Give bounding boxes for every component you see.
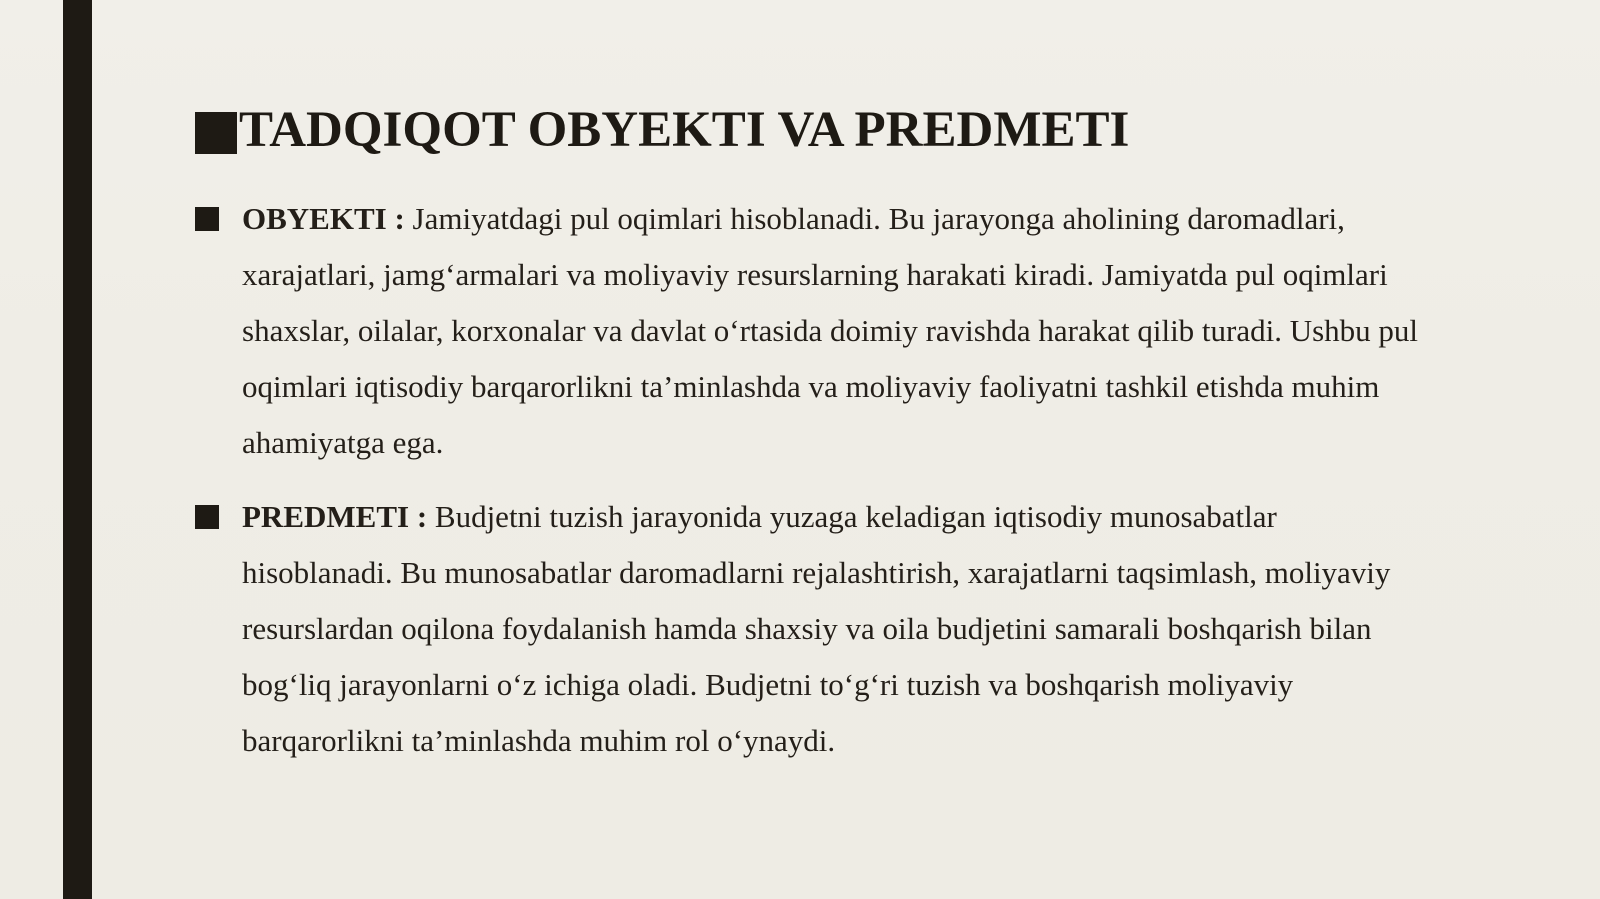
slide-content — [195, 191, 1435, 787]
item-label: OBYEKTI : — [242, 201, 405, 236]
item-label: PREDMETI : — [242, 499, 428, 534]
slide-title: TADQIQOT OBYEKTI VA PREDMETI — [239, 102, 1130, 158]
item-text: Jamiyatdagi pul oqimlari hisoblanadi. Bu jarayonga aholining daromadlari, xarajatlari, jamg‘armalari va moliyaviy resurslarning harakati kiradi. Jamiyatda pul oqimlari shaxslar, oilalar, korxonalar va davlat o‘rtasida doimiy ravishda harakat qilib turadi. Ushbu pul oqimlari iqtisodiy barqarorlikni ta’minlashda va moliyaviy faoliyatni tashkil etishda muhim ahamiyatga ega. — [242, 201, 1419, 460]
square-bullet-icon — [195, 207, 219, 231]
bullet-item-predmeti — [195, 489, 1435, 769]
bullet-item-obyekti — [195, 191, 1435, 471]
square-bullet-icon — [195, 505, 219, 529]
title-square-icon — [195, 112, 237, 154]
item-text: Budjetni tuzish jarayonida yuzaga keladigan iqtisodiy munosabatlar hisoblanadi. Bu munosabatlar daromadlarni rejalashtirish, xarajatlarni taqsimlash, moliyaviy resurslardan oqilona foydalanish hamda shaxsiy va oila budjetini samarali boshqarish bilan bog‘liq jarayonlarni o‘z ichiga oladi. Budjetni to‘g‘ri tuzish va boshqarish moliyaviy barqarorlikni ta’minlashda muhim rol o‘ynaydi. — [242, 499, 1391, 758]
left-accent-bar — [63, 0, 92, 899]
title-row — [195, 100, 1129, 160]
